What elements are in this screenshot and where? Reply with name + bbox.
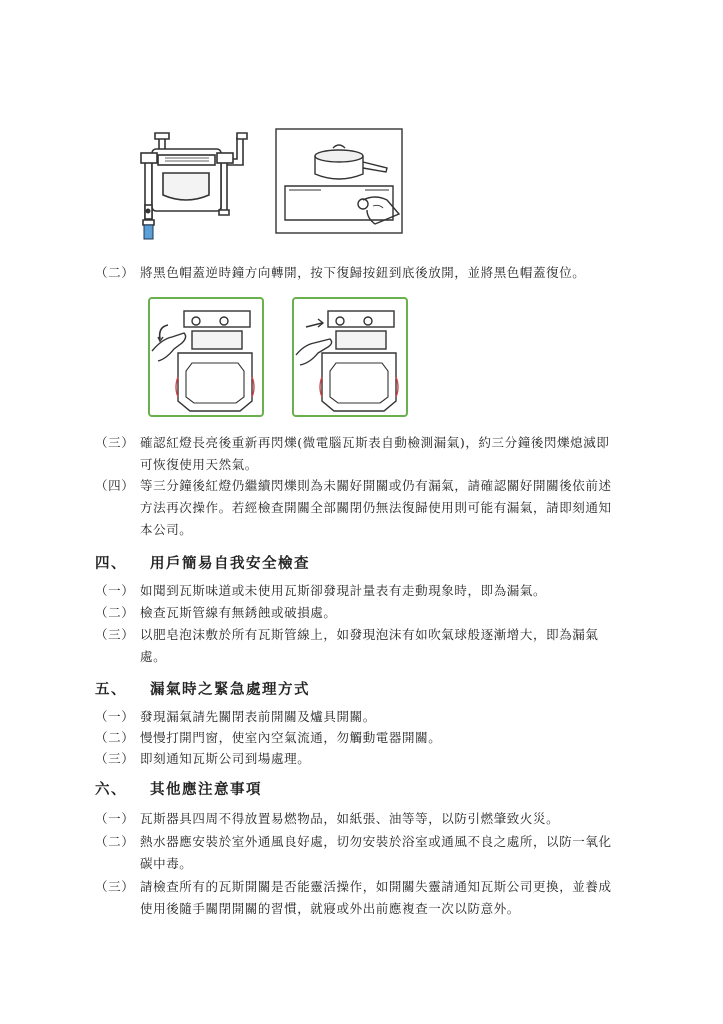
stove-knob-illustration <box>275 128 403 234</box>
item-text: 以肥皂泡沫敷於所有瓦斯管線上，如發現泡沫有如吹氣球般逐漸增大，即為漏氣處。 <box>140 627 599 664</box>
item-number: （三） <box>95 751 135 766</box>
section-number: 六、 <box>95 781 127 798</box>
step-text: 確認紅燈長亮後重新再閃爍(微電腦瓦斯表自動檢測漏氣)，約三分鐘後閃爍熄滅即可恢復使用天然氣。 <box>140 435 610 472</box>
item-number: （二） <box>95 834 135 849</box>
step-number: （四） <box>95 478 135 493</box>
section-number: 五、 <box>95 681 127 698</box>
step-number: （二） <box>95 265 135 280</box>
item-text: 請檢查所有的瓦斯開關是否能靈活操作，如開關失靈請通知瓦斯公司更換，並養成使用後隨手關閉開關的習慣，就寢或外出前應複查一次以防意外。 <box>140 879 612 916</box>
step-text: 將黑色帽蓋逆時鐘方向轉開，按下復歸按鈕到底後放開，並將黑色帽蓋復位。 <box>140 265 586 280</box>
item-number: （一） <box>95 709 135 724</box>
section-number: 四、 <box>95 555 127 572</box>
step-text: 等三分鐘後紅燈仍繼續閃爍則為未關好開關或仍有漏氣，請確認關好開關後依前述方法再次操作。若經檢查開關全部關閉仍無法復歸使用則可能有漏氣，請即刻通知本公司。 <box>140 478 612 537</box>
meter-reset-press-illustration <box>292 297 408 417</box>
item-text: 檢查瓦斯管線有無銹蝕或破損處。 <box>140 605 337 620</box>
gas-meter-illustration <box>125 125 265 240</box>
section-title: 其他應注意事項 <box>150 781 262 798</box>
item-text: 瓦斯器具四周不得放置易燃物品，如紙張、油等等，以防引燃肇致火災。 <box>140 811 560 826</box>
item-number: （二） <box>95 605 135 620</box>
item-number: （一） <box>95 583 135 598</box>
item-text: 即刻通知瓦斯公司到場處理。 <box>140 751 311 766</box>
item-text: 熱水器應安裝於室外通風良好處，切勿安裝於浴室或通風不良之處所，以防一氧化碳中毒。 <box>140 834 612 871</box>
item-text: 慢慢打開門窗，使室內空氣流通，勿觸動電器開關。 <box>140 730 442 745</box>
item-number: （二） <box>95 730 135 745</box>
step-number: （三） <box>95 435 135 450</box>
meter-cap-rotate-illustration <box>148 297 264 417</box>
item-number: （三） <box>95 879 135 894</box>
item-text: 發現漏氣請先關閉表前開關及爐具開關。 <box>140 709 376 724</box>
item-number: （三） <box>95 627 135 642</box>
item-number: （一） <box>95 811 135 826</box>
item-text: 如聞到瓦斯味道或未使用瓦斯卻發現計量表有走動現象時，即為漏氣。 <box>140 583 547 598</box>
section-title: 用戶簡易自我安全檢查 <box>150 555 310 572</box>
section-title: 漏氣時之緊急處理方式 <box>150 681 310 698</box>
